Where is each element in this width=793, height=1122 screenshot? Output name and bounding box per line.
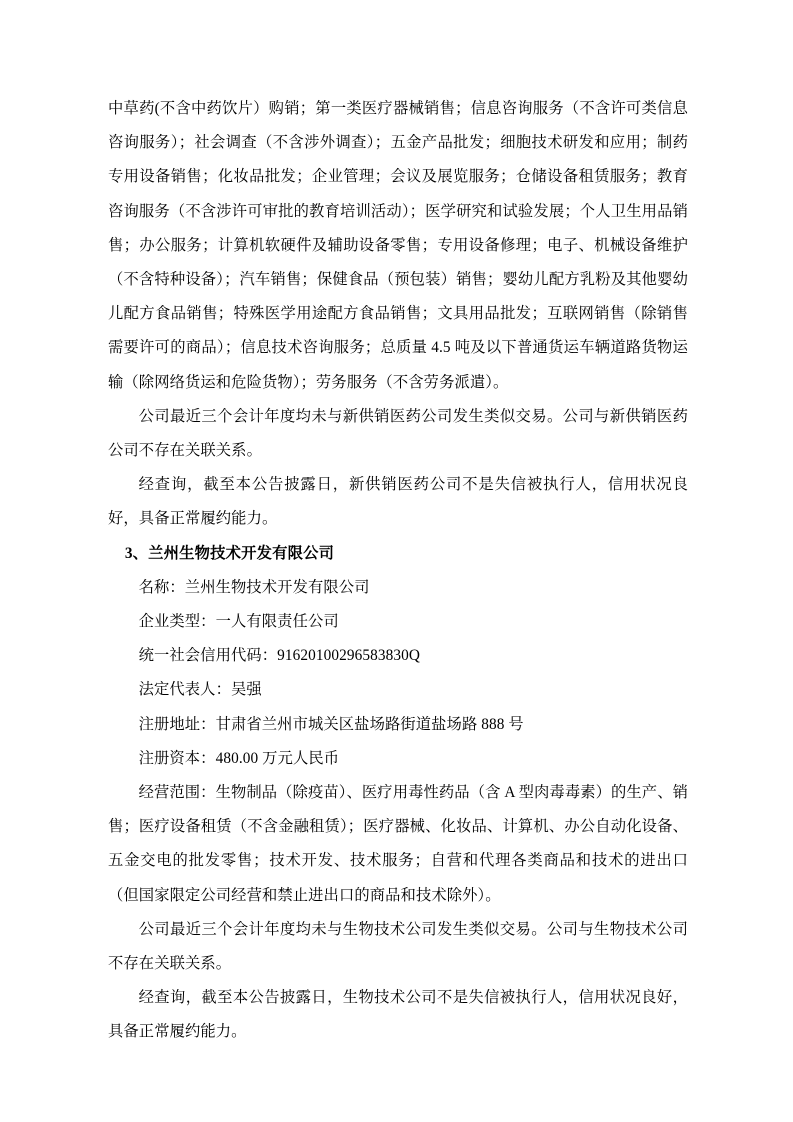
field-value-legal-representative: 吴强	[230, 681, 262, 699]
paragraph-credit-status-2: 经查询，截至本公告披露日，生物技术公司不是失信被执行人，信用状况良好，具备正常履约能力。	[108, 989, 688, 1041]
field-label-enterprise-type: 企业类型：	[138, 613, 216, 631]
paragraph-similar-transaction-2: 公司最近三个会计年度均未与生物技术公司发生类似交易。公司与生物技术公司不存在关联关系。	[108, 920, 688, 973]
paragraph-similar-transaction-1: 公司最近三个会计年度均未与新供销医药公司发生类似交易。公司与新供销医药公司不存在关联关系。	[108, 407, 688, 460]
paragraph-credit-status-1: 经查询，截至本公告披露日，新供销医药公司不是失信被执行人，信用状况良好，具备正常履约能力。	[108, 476, 688, 528]
field-value-enterprise-type: 一人有限责任公司	[215, 613, 339, 631]
field-label-credit-code: 统一社会信用代码：	[138, 647, 278, 665]
field-value-credit-code: 91620100296583830Q	[277, 647, 421, 665]
field-label-business-scope: 经营范围：	[138, 784, 216, 802]
field-row-credit-code	[108, 639, 688, 673]
field-label-name: 名称：	[138, 578, 185, 596]
field-row-name	[108, 571, 688, 605]
field-row-registered-address	[108, 708, 688, 742]
document-body	[108, 92, 688, 1050]
field-row-business-scope	[108, 776, 688, 913]
field-row-legal-representative	[108, 673, 688, 707]
field-value-business-scope: 生物制品（除疫苗）、医疗用毒性药品（含 A 型肉毒毒素）的生产、销售；医疗设备租赁（不含金融租赁）；医疗器械、化妆品、计算机、办公自动化设备、五金交电的批发零售；技术开发、技术服务；自营和代理各类商品和技术的进出口（但国家限定公司经营和禁止进出口的商品和技术除外）。	[108, 784, 689, 904]
paragraph-business-scope-continued: 中草药(不含中药饮片）购销；第一类医疗器械销售；信息咨询服务（不含许可类信息咨询服务）；社会调查（不含涉外调查）；五金产品批发；细胞技术研发和应用；制药专用设备销售；化妆品批发；企业管理；会议及展览服务；仓储设备租赁服务；教育咨询服务（不含涉许可审批的教育培训活动）；医学研究和试验发展；个人卫生用品销售；办公服务；计算机软硬件及辅助设备零售；专用设备修理；电子、机械设备维护（不含特种设备）；汽车销售；保健食品（预包装）销售；婴幼儿配方乳粉及其他婴幼儿配方食品销售；特殊医学用途配方食品销售；文具用品批发；互联网销售（除销售需要许可的商品）；信息技术咨询服务；总质量 4.5 吨及以下普通货运车辆道路货物运输（除网络货运和危险货物）；劳务服务（不含劳务派遣）。	[108, 100, 688, 391]
field-row-enterprise-type	[108, 605, 688, 639]
field-row-registered-capital	[108, 742, 688, 776]
field-value-registered-address: 甘肃省兰州市城关区盐场路街道盐场路 888 号	[215, 715, 524, 733]
field-label-registered-address: 注册地址：	[138, 715, 216, 733]
field-value-name: 兰州生物技术开发有限公司	[184, 578, 370, 596]
field-value-registered-capital: 480.00 万元人民币	[215, 749, 340, 767]
section-heading-company-3: 3、兰州生物技术开发有限公司	[124, 544, 335, 562]
field-label-registered-capital: 注册资本：	[138, 749, 216, 767]
field-label-legal-representative: 法定代表人：	[138, 681, 231, 699]
